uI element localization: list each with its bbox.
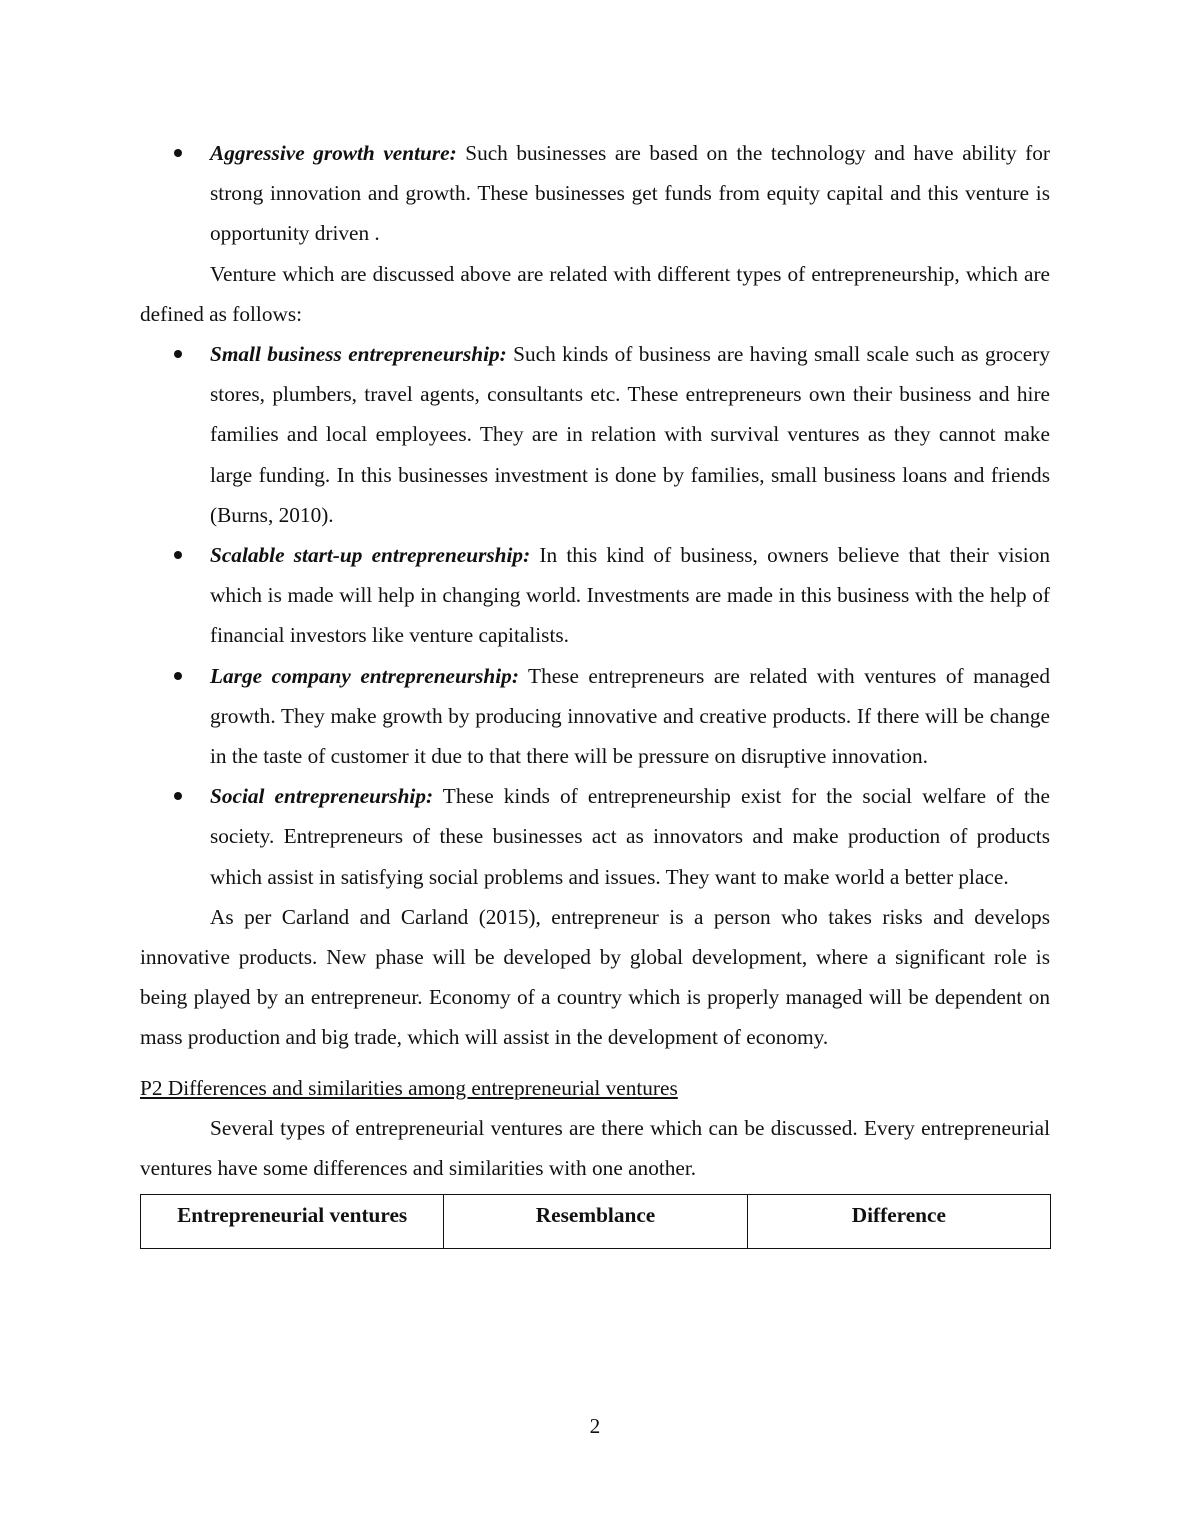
bullet-term: Social entrepreneurship:: [210, 784, 434, 809]
bullet-aggressive-growth: [140, 133, 1050, 254]
bullet-large-company: [140, 656, 1050, 777]
bullet-text: In this kind of business, owners believe that their vision which is made will help in changing world. Investments are made in this business with the help of financial investors like venture capitalists.: [210, 543, 1050, 648]
paragraph-carland: As per Carland and Carland (2015), entrepreneur is a person who takes risks and develops innovative products. New phase will be developed by global development, where a significant role is being played by an entrepreneur. Economy of a country which is properly managed will be dependent on mass production and big trade, which will assist in the development of economy.: [140, 904, 1050, 1050]
bullet-term: Scalable start-up entrepreneurship:: [210, 543, 531, 568]
bullet-text: These kinds of entrepreneurship exist for the social welfare of the society. Entrepreneurs of these businesses act as innovators and make production of products which assist in satisfying social problems and issues. They want to make world a better place.: [210, 784, 1050, 889]
bullet-text: Such businesses are based on the technology and have ability for strong innovation and growth. These businesses get funds from equity capital and this venture is opportunity driven .: [210, 141, 1051, 246]
bullet-text: Such kinds of business are having small scale such as grocery stores, plumbers, travel agents, consultants etc. These entrepreneurs own their business and hire families and local employees. They are in relation with survival ventures as they cannot make large funding. In this businesses investment is done by families, small business loans and friends (Burns, 2010).: [210, 342, 1050, 527]
table-header-resemblance: Resemblance: [444, 1195, 747, 1249]
table-header-row: [141, 1195, 1051, 1249]
ventures-table: [140, 1194, 1051, 1249]
bullet-scalable-startup: [140, 535, 1050, 656]
document-page: [140, 133, 1050, 1249]
page-number: 2: [589, 1414, 601, 1438]
paragraph-intro: Venture which are discussed above are related with different types of entrepreneurship, which are defined as follows:: [140, 261, 1050, 326]
bullet-small-business: [140, 334, 1050, 535]
section-heading: P2 Differences and similarities among entrepreneurial ventures: [140, 1075, 678, 1100]
bullet-text: These entrepreneurs are related with ventures of managed growth. They make growth by producing innovative and creative products. If there will be change in the taste of customer it due to that there will be pressure on disruptive innovation.: [210, 663, 1050, 769]
bullet-term: Large company entrepreneurship:: [210, 663, 519, 688]
table-header-difference: Difference: [747, 1195, 1050, 1249]
bullet-social: [140, 776, 1050, 897]
bullet-term: Aggressive growth venture:: [210, 141, 457, 165]
paragraph-several: Several types of entrepreneurial ventures are there which can be discussed. Every entrepreneurial ventures have some differences and similarities with one another.: [140, 1115, 1050, 1181]
bullet-term: Small business entrepreneurship:: [210, 342, 507, 367]
table-header-ventures: Entrepreneurial ventures: [141, 1195, 444, 1249]
